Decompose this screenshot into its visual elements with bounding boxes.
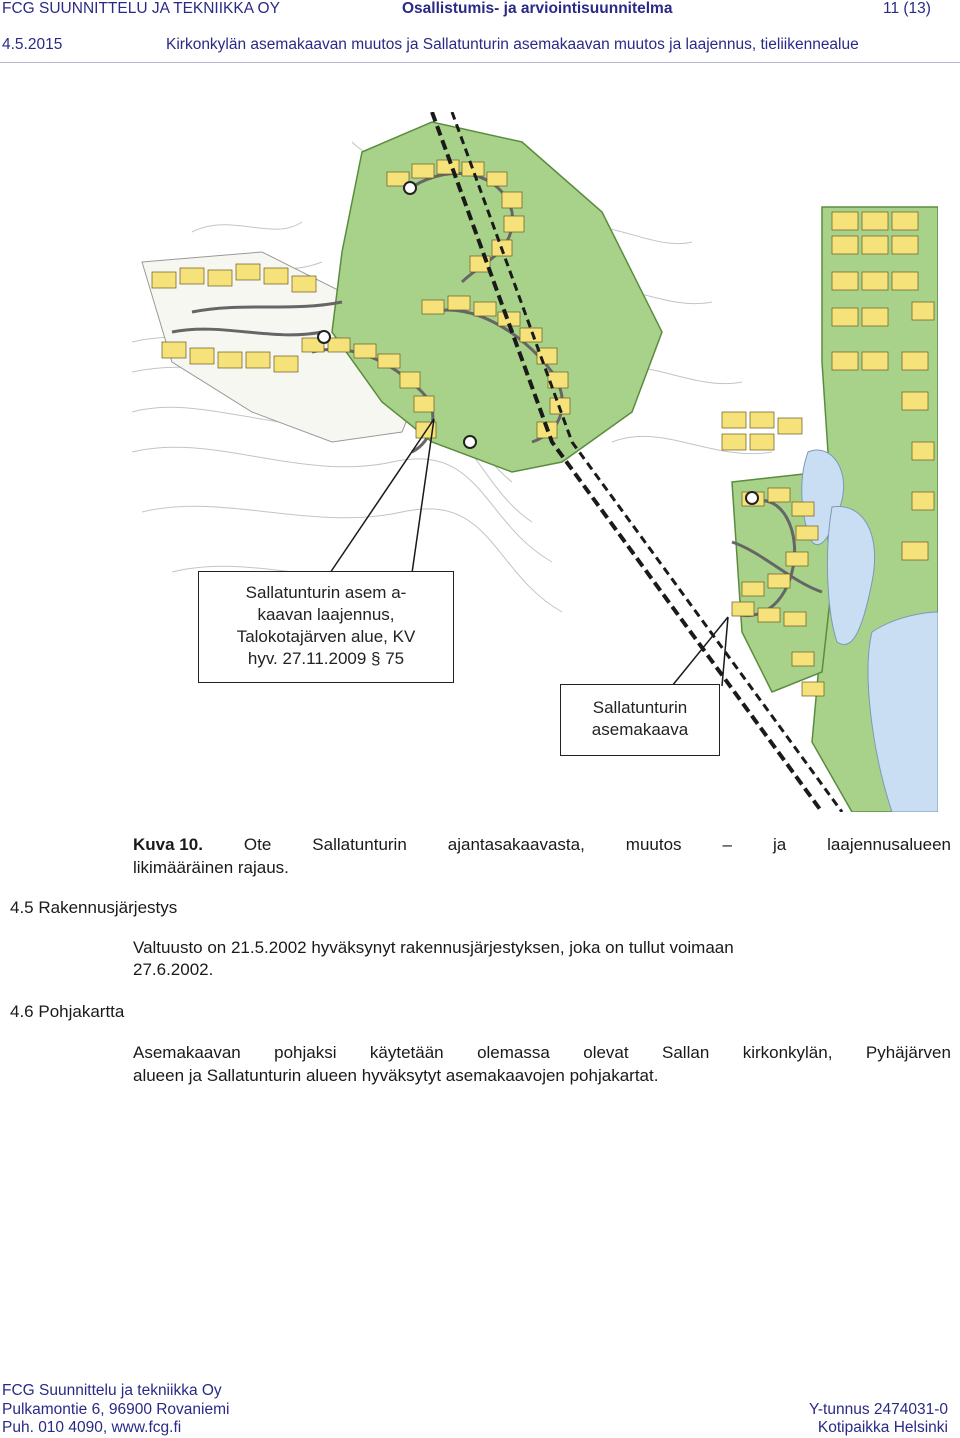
callout-expansion-area xyxy=(198,571,454,683)
section-heading-pohjakartta: 4.6 Pohjakartta xyxy=(10,1002,125,1021)
footer-company: FCG Suunnittelu ja tekniikka Oy xyxy=(2,1382,222,1399)
section-46-word: Asemakaavan xyxy=(133,1043,241,1062)
section-46-word: olevat xyxy=(583,1043,629,1062)
section-heading-rakennusjarjestys: 4.5 Rakennusjärjestys xyxy=(10,898,178,917)
caption-word: Sallatunturin xyxy=(312,835,407,854)
footer-address: Pulkamontie 6, 96900 Rovaniemi xyxy=(2,1401,230,1418)
caption-word: Ote xyxy=(243,835,272,854)
section-46-word: Pyhäjärven xyxy=(865,1043,951,1062)
zoning-map xyxy=(132,112,938,812)
section-46-word: Sallan xyxy=(662,1043,710,1062)
zoning-map-drawing xyxy=(132,112,938,812)
callout-detailed-plan xyxy=(560,684,720,756)
section-46-word: käytetään xyxy=(369,1043,444,1062)
section-46-text-line2: alueen ja Sallatunturin alueen hyväksytyt asemakaavojen pohjakartat. xyxy=(133,1066,659,1085)
caption-word: – xyxy=(722,835,732,854)
section-46-word: kirkonkylän, xyxy=(742,1043,833,1062)
section-46-text-line1 xyxy=(133,1043,951,1063)
section-46-word: pohjaksi xyxy=(274,1043,337,1062)
figure-caption-line1 xyxy=(133,835,951,855)
section-46-word: olemassa xyxy=(477,1043,550,1062)
header-rule xyxy=(0,62,960,63)
header-company: FCG SUUNNITTELU JA TEKNIIKKA OY xyxy=(2,0,280,17)
callout-expansion-line3: Talokotajärven alue, KV xyxy=(236,627,416,646)
header-page-number: 11 (13) xyxy=(883,0,931,17)
callout-plan-line1: Sallatunturin xyxy=(592,698,688,717)
footer-ytunnus: Y-tunnus 2474031-0 xyxy=(808,1401,948,1418)
callout-expansion-line4: hyv. 27.11.2009 § 75 xyxy=(247,649,405,668)
caption-word: laajennusalueen xyxy=(827,835,951,854)
figure-caption-label: Kuva 10. xyxy=(133,835,203,854)
section-45-text-line1: Valtuusto on 21.5.2002 hyväksynyt rakennusjärjestyksen, joka on tullut voimaan xyxy=(133,938,734,957)
footer-contact: Puh. 010 4090, www.fcg.fi xyxy=(2,1419,182,1436)
callout-expansion-line2: kaavan laajennus, xyxy=(257,605,395,624)
section-45-text-line2: 27.6.2002. xyxy=(133,960,214,979)
header-date: 4.5.2015 xyxy=(2,36,63,53)
footer-seat: Kotipaikka Helsinki xyxy=(817,1419,948,1436)
caption-word: muutos xyxy=(625,835,682,854)
caption-word: ja xyxy=(772,835,787,854)
header-project: Kirkonkylän asemakaavan muutos ja Sallatunturin asemakaavan muutos ja laajennus, tieliikennealue xyxy=(166,36,859,53)
caption-word: ajantasakaavasta, xyxy=(447,835,585,854)
callout-plan-line2: asemakaava xyxy=(591,720,689,739)
figure-caption-line2: likimääräinen rajaus. xyxy=(133,858,289,877)
header-doc-title: Osallistumis- ja arviointisuunnitelma xyxy=(402,0,673,17)
callout-expansion-line1: Sallatunturin asem a- xyxy=(245,583,407,602)
